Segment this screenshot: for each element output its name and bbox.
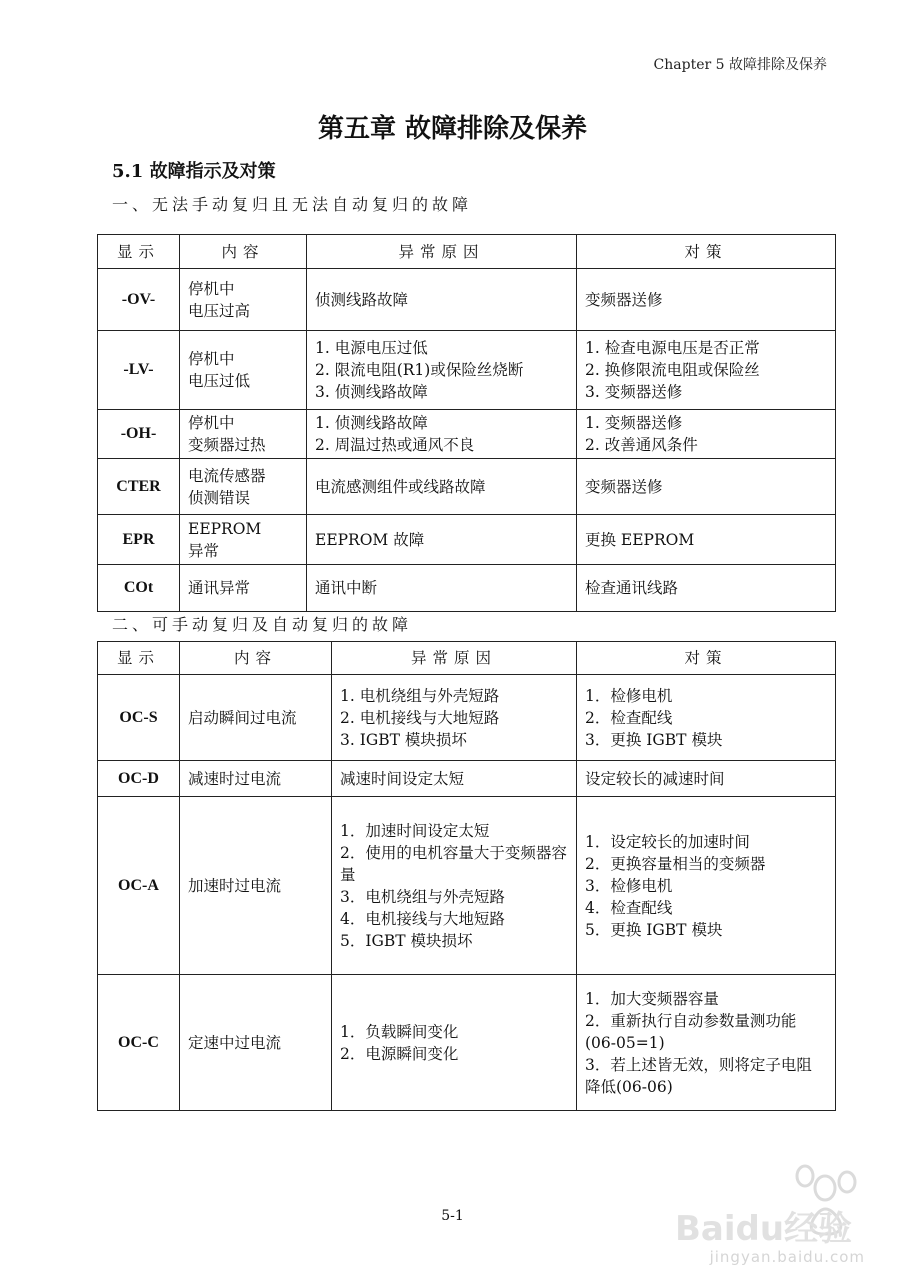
- list-item: 1．加大变频器容量: [585, 989, 719, 1008]
- list-item: 2．电源瞬间变化: [340, 1044, 459, 1063]
- fault-cause-cell: [332, 797, 577, 975]
- fault-content-cell: [180, 761, 332, 797]
- column-header: 对策: [577, 642, 836, 675]
- list-item: 1. 电源电压过低: [315, 339, 428, 357]
- table-header-row: [98, 642, 836, 675]
- column-header: 异常原因: [332, 642, 577, 675]
- list-item: 3. 侦测线路故障: [315, 383, 428, 401]
- fault-cause-cell: [307, 515, 577, 565]
- list-item: 1．负载瞬间变化: [340, 1022, 459, 1041]
- page-number: 5-1: [441, 1208, 464, 1224]
- list-item: 1．加速时间设定太短: [340, 821, 490, 840]
- list-item: 加速时过电流: [188, 876, 282, 895]
- list-item: 3．更换 IGBT 模块: [585, 730, 723, 749]
- fault-content-cell: [180, 797, 332, 975]
- list-item: 电流感测组件或线路故障: [315, 477, 486, 496]
- fault-cause-cell: [307, 410, 577, 459]
- fault-cause-cell: [332, 761, 577, 797]
- column-header: 内容: [180, 235, 307, 269]
- fault-code: OC-S: [98, 675, 180, 761]
- list-item: 电压过高: [188, 301, 251, 320]
- list-item: 3. IGBT 模块损坏: [340, 730, 467, 749]
- fault-code: CTER: [98, 459, 180, 515]
- fault-action-cell: [577, 515, 836, 565]
- column-header: 显示: [98, 235, 180, 269]
- baidu-watermark: [675, 1160, 865, 1270]
- table-row: [98, 410, 836, 459]
- list-item: 2．检查配线: [585, 708, 673, 727]
- column-header: 异常原因: [307, 235, 577, 269]
- list-item: 减速时间设定太短: [340, 769, 465, 788]
- fault-cause-cell: [307, 331, 577, 410]
- fault-code: -LV-: [98, 331, 180, 410]
- list-item: 电压过低: [188, 372, 251, 390]
- list-item: 2．使用的电机容量大于变频器容量: [340, 843, 567, 884]
- fault-content-cell: [180, 565, 307, 612]
- chapter-header-label: Chapter 5 故障排除及保养: [653, 57, 827, 73]
- list-item: 变频器送修: [585, 290, 663, 309]
- list-item: 1．检修电机: [585, 686, 673, 705]
- fault-code: OC-A: [98, 797, 180, 975]
- fault-content-cell: [180, 975, 332, 1111]
- chapter-title: 第五章 故障排除及保养: [317, 114, 588, 144]
- fault-code: COt: [98, 565, 180, 612]
- fault-action-cell: [577, 675, 836, 761]
- fault-action-cell: [577, 761, 836, 797]
- paw-logo-icon: [675, 1160, 865, 1250]
- part1-heading: 一、无法手动复归且无法自动复归的故障: [112, 195, 473, 214]
- fault-action-cell: [577, 459, 836, 515]
- part2-heading: 二、可手动复归及自动复归的故障: [112, 615, 413, 634]
- table-row: [98, 675, 836, 761]
- fault-code: EPR: [98, 515, 180, 565]
- list-item: 3．若上述皆无效，则将定子电阻降低(06-06): [585, 1055, 812, 1096]
- list-item: 1．设定较长的加速时间: [585, 832, 750, 851]
- list-item: 2．重新执行自动参数量测功能(06-05=1): [585, 1011, 797, 1052]
- svg-text:Baidu经验: Baidu经验: [675, 1209, 853, 1249]
- list-item: 停机中: [188, 414, 235, 432]
- table-row: [98, 797, 836, 975]
- list-item: 1. 侦测线路故障: [315, 414, 428, 432]
- fault-action-cell: [577, 331, 836, 410]
- list-item: 通讯中断: [315, 579, 378, 597]
- fault-cause-cell: [332, 975, 577, 1111]
- fault-action-cell: [577, 797, 836, 975]
- list-item: 变频器过热: [188, 436, 266, 454]
- fault-table-part1: [97, 234, 836, 612]
- fault-content-cell: [180, 515, 307, 565]
- section-title: 5.1 故障指示及对策: [112, 161, 276, 182]
- list-item: 2．更换容量相当的变频器: [585, 854, 766, 873]
- list-item: 检查通讯线路: [585, 579, 679, 597]
- list-item: 启动瞬间过电流: [188, 708, 297, 727]
- fault-cause-cell: [307, 565, 577, 612]
- list-item: 3. 变频器送修: [585, 383, 683, 401]
- column-header: 显示: [98, 642, 180, 675]
- list-item: 异常: [188, 541, 220, 560]
- list-item: EEPROM 故障: [315, 530, 425, 549]
- fault-code: -OH-: [98, 410, 180, 459]
- list-item: 侦测线路故障: [315, 290, 409, 309]
- list-item: 2. 电机接线与大地短路: [340, 708, 500, 727]
- fault-cause-cell: [307, 459, 577, 515]
- list-item: 停机中: [188, 279, 235, 298]
- fault-cause-cell: [332, 675, 577, 761]
- fault-content-cell: [180, 675, 332, 761]
- list-item: 4．检查配线: [585, 898, 673, 917]
- list-item: 2. 改善通风条件: [585, 436, 698, 454]
- fault-content-cell: [180, 331, 307, 410]
- table-row: [98, 515, 836, 565]
- fault-table-part2: [97, 641, 836, 1111]
- table-row: [98, 331, 836, 410]
- list-item: 5．更换 IGBT 模块: [585, 920, 723, 939]
- list-item: 3．检修电机: [585, 876, 673, 895]
- fault-action-cell: [577, 269, 836, 331]
- column-header: 对策: [577, 235, 836, 269]
- list-item: 更换 EEPROM: [585, 530, 695, 549]
- list-item: 2. 换修限流电阻或保险丝: [585, 361, 760, 379]
- fault-content-cell: [180, 410, 307, 459]
- list-item: 变频器送修: [585, 477, 663, 496]
- list-item: 2. 周温过热或通风不良: [315, 436, 475, 454]
- list-item: 减速时过电流: [188, 769, 282, 788]
- list-item: 电流传感器: [188, 466, 266, 485]
- table-row: [98, 269, 836, 331]
- table-row: [98, 459, 836, 515]
- list-item: 定速中过电流: [188, 1033, 282, 1052]
- list-item: 停机中: [188, 350, 235, 368]
- column-header: 内容: [180, 642, 332, 675]
- table-header-row: [98, 235, 836, 269]
- table-row: [98, 975, 836, 1111]
- list-item: 2. 限流电阻(R1)或保险丝烧断: [315, 361, 524, 379]
- list-item: 1. 变频器送修: [585, 414, 683, 432]
- list-item: 3．电机绕组与外壳短路: [340, 887, 505, 906]
- fault-action-cell: [577, 565, 836, 612]
- fault-code: OC-C: [98, 975, 180, 1111]
- fault-cause-cell: [307, 269, 577, 331]
- list-item: 侦测错误: [188, 488, 251, 507]
- list-item: EEPROM: [188, 519, 262, 538]
- watermark-url: jingyan.baidu.com: [709, 1248, 865, 1266]
- list-item: 5．IGBT 模块损坏: [340, 931, 473, 950]
- fault-content-cell: [180, 269, 307, 331]
- fault-action-cell: [577, 975, 836, 1111]
- list-item: 设定较长的减速时间: [585, 769, 725, 788]
- table-row: [98, 565, 836, 612]
- list-item: 4．电机接线与大地短路: [340, 909, 505, 928]
- fault-code: -OV-: [98, 269, 180, 331]
- list-item: 1. 电机绕组与外壳短路: [340, 686, 500, 705]
- fault-code: OC-D: [98, 761, 180, 797]
- list-item: 通讯异常: [188, 579, 251, 597]
- fault-action-cell: [577, 410, 836, 459]
- list-item: 1. 检查电源电压是否正常: [585, 339, 760, 357]
- table-row: [98, 761, 836, 797]
- fault-content-cell: [180, 459, 307, 515]
